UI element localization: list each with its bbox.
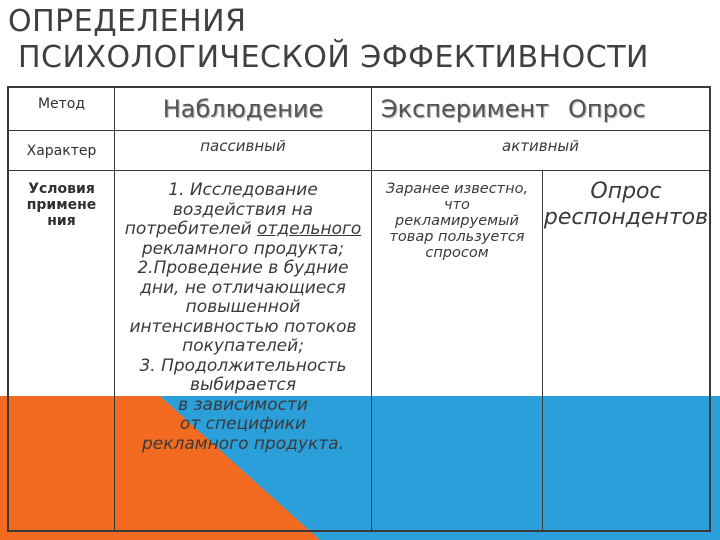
obs-line-3 [125, 220, 362, 240]
character-observation-cell [115, 131, 371, 176]
exp-line-5: спросом [425, 245, 489, 261]
conditions-label [27, 181, 97, 229]
obs-line-9: покупателей; [182, 336, 304, 356]
obs-line-13: от специфики [179, 414, 307, 434]
obs-line-12: в зависимости [178, 394, 308, 415]
conditions-experiment-cell [372, 171, 542, 540]
exp-line-3: рекламируемый [395, 213, 519, 229]
header-method-cell [9, 88, 114, 134]
header-observation: Наблюдение [162, 95, 324, 123]
exp-line-1: Заранее известно, [385, 181, 529, 197]
conditions-survey-cell [543, 171, 709, 538]
character-label-cell [9, 131, 114, 170]
header-experiment: Эксперимент [380, 95, 550, 123]
header-observation-cell [115, 88, 371, 130]
observation-conditions-text [125, 181, 362, 454]
conditions-observation-cell [115, 171, 371, 540]
slide-title [8, 4, 649, 76]
survey-conditions-text [544, 179, 708, 231]
header-survey-cell [558, 88, 709, 130]
obs-line-6: дни, не отличающиеся [140, 277, 346, 298]
conditions-label-line-3: ния [47, 213, 76, 229]
survey-line-2: респондентов [543, 205, 709, 230]
obs-line-3a: потребителей [124, 219, 252, 239]
header-method-label: Метод [37, 96, 86, 112]
obs-line-7: повышенной [185, 297, 301, 317]
obs-line-4: рекламного продукта; [141, 238, 345, 259]
methods-table [7, 86, 711, 532]
obs-line-8: интенсивностью потоков [129, 316, 357, 337]
exp-line-2: что [444, 197, 470, 213]
character-label: Характер [26, 142, 97, 159]
obs-line-5: 2.Проведение в будние [137, 258, 349, 278]
obs-line-11: выбирается [189, 375, 297, 395]
title-line-2: ПСИХОЛОГИЧЕСКОЙ ЭФФЕКТИВНОСТИ [18, 40, 649, 75]
character-observation: пассивный [200, 137, 286, 155]
character-active-cell [372, 131, 709, 176]
table-border-right [709, 86, 711, 532]
obs-line-1: 1. Исследование [168, 180, 318, 200]
conditions-label-line-1: Условия [28, 181, 95, 197]
conditions-label-cell [9, 171, 114, 540]
header-experiment-cell [372, 88, 558, 130]
obs-line-2: воздействия на [172, 199, 314, 220]
survey-line-1: Опрос [590, 179, 662, 204]
exp-line-4: товар пользуется [389, 229, 525, 245]
obs-line-14: рекламного продукта. [142, 433, 344, 454]
character-active: активный [502, 137, 579, 155]
obs-line-3b: отдельного [257, 219, 362, 239]
experiment-conditions-text [386, 181, 528, 261]
header-survey: Опрос [568, 95, 646, 123]
title-line-1: ОПРЕДЕЛЕНИЯ [8, 4, 247, 39]
conditions-label-line-2: примене [26, 197, 97, 213]
obs-line-10: 3. Продолжительность [139, 355, 347, 376]
